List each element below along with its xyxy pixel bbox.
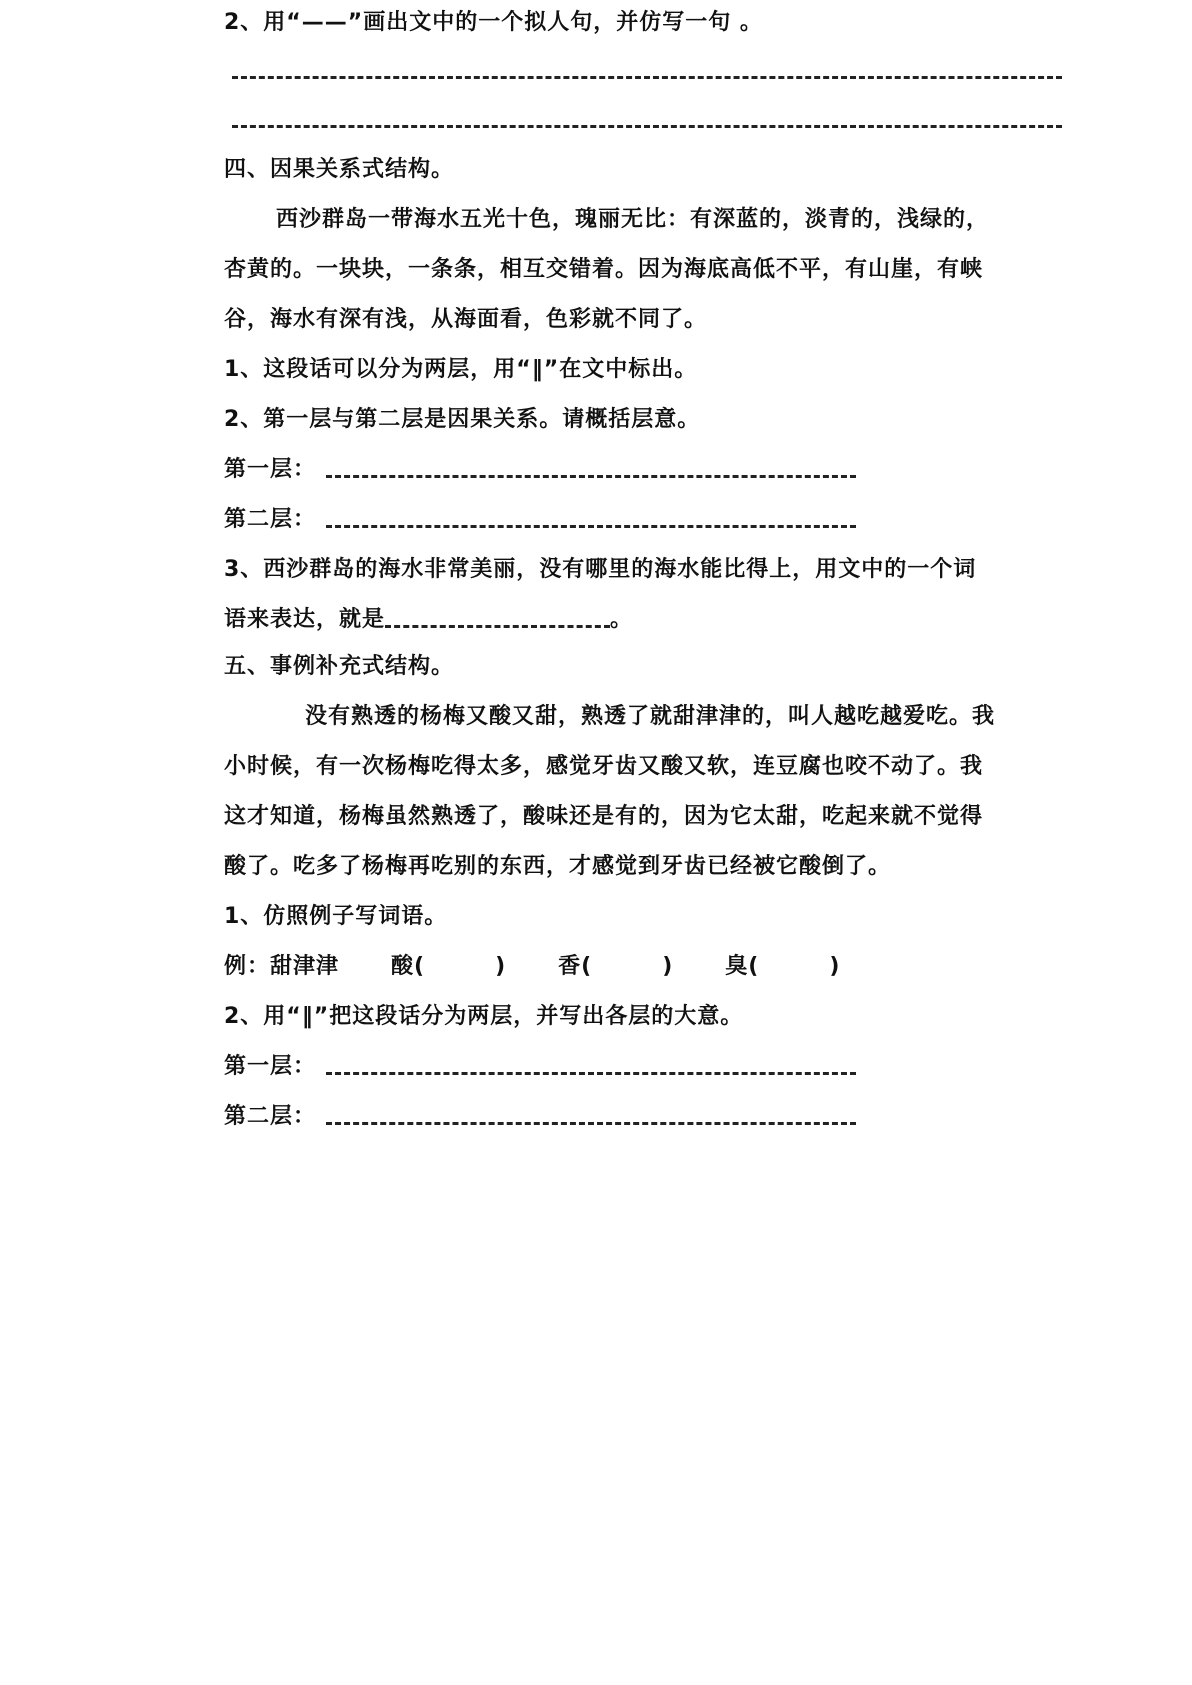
section-5-question-2: 2、用“‖”把这段话分为两层，并写出各层的大意。: [224, 1004, 744, 1029]
blank-fragrant-label: 香(: [558, 954, 593, 979]
section-4-heading: 四、因果关系式结构。: [224, 157, 455, 182]
blank-sour-label: 酸(: [391, 954, 426, 979]
close-paren: ): [495, 954, 507, 979]
close-paren: ): [829, 954, 841, 979]
example-label: 例：甜津津: [224, 954, 340, 979]
section-4-paragraph-line: 西沙群岛一带海水五光十色，瑰丽无比：有深蓝的，淡青的，浅绿的，: [276, 207, 990, 232]
question-3-answer-line[interactable]: [385, 625, 610, 628]
section-5-layer-2: [224, 1102, 856, 1132]
word-example-row: [224, 952, 840, 982]
layer-2-answer-line[interactable]: [326, 1122, 856, 1125]
answer-line[interactable]: [232, 76, 1062, 79]
layer-1-answer-line[interactable]: [326, 475, 856, 478]
question-3-prefix: 语来表达，就是: [224, 607, 386, 632]
layer-2-answer-line[interactable]: [326, 525, 856, 528]
section-4-layer-2: [224, 505, 856, 535]
layer-1-answer-line[interactable]: [326, 1072, 856, 1075]
section-5-layer-1: [224, 1052, 856, 1082]
section-4-paragraph-line: 杏黄的。一块块，一条条，相互交错着。因为海底高低不平，有山崖，有峡: [224, 257, 984, 282]
section-4-layer-1: [224, 455, 856, 485]
section-5-paragraph-line: 小时候，有一次杨梅吃得太多，感觉牙齿又酸又软，连豆腐也咬不动了。我: [224, 754, 984, 779]
layer-1-label: 第一层：: [224, 457, 317, 482]
section-5-question-1: 1、仿照例子写词语。: [224, 904, 448, 929]
section-4-question-1: 1、这段话可以分为两层，用“‖”在文中标出。: [224, 357, 698, 382]
layer-1-label: 第一层：: [224, 1054, 317, 1079]
section-5-heading: 五、事例补充式结构。: [224, 654, 455, 679]
layer-2-label: 第二层：: [224, 507, 317, 532]
blank-smelly-label: 臭(: [725, 954, 760, 979]
answer-line[interactable]: [232, 125, 1062, 128]
layer-2-label: 第二层：: [224, 1104, 317, 1129]
section-4-question-3-continued: [224, 605, 633, 635]
question-3-2: 2、用“——”画出文中的一个拟人句，并仿写一句 。: [224, 10, 763, 35]
close-paren: ): [662, 954, 674, 979]
section-5-paragraph-line: 没有熟透的杨梅又酸又甜，熟透了就甜津津的，叫人越吃越爱吃。我: [305, 704, 996, 729]
section-5-paragraph-line: 这才知道，杨梅虽然熟透了，酸味还是有的，因为它太甜，吃起来就不觉得: [224, 804, 984, 829]
question-3-suffix: 。: [610, 607, 634, 632]
section-4-question-2: 2、第一层与第二层是因果关系。请概括层意。: [224, 407, 701, 432]
section-4-paragraph-line: 谷，海水有深有浅，从海面看，色彩就不同了。: [224, 307, 708, 332]
section-5-paragraph-line: 酸了。吃多了杨梅再吃别的东西，才感觉到牙齿已经被它酸倒了。: [224, 854, 892, 879]
section-4-question-3: 3、西沙群岛的海水非常美丽，没有哪里的海水能比得上，用文中的一个词: [224, 557, 977, 582]
